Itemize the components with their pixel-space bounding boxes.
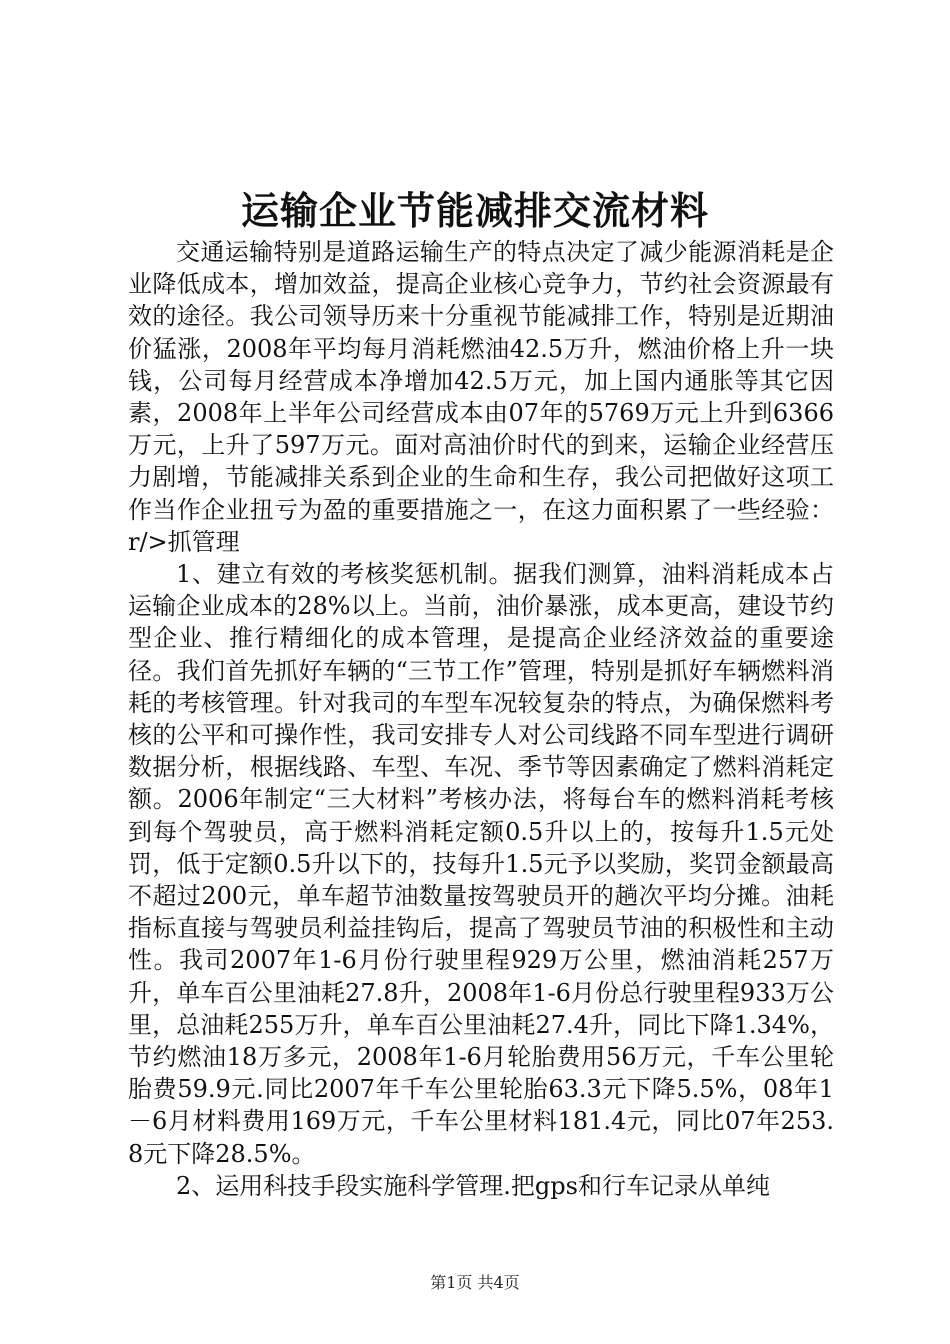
document-title: 运输企业节能减排交流材料 <box>240 188 709 233</box>
paragraph-item-1: 1、建立有效的考核奖惩机制。据我们测算，油料消耗成本占运输企业成本的28%以上。当前，油价暴涨，成本更高，建设节约型企业、推行精细化的成本管理，是提高企业经济效益的重要途径。我们首先抓好车辆的“三节工作”管理，特别是抓好车辆燃料消耗的考核管理。针对我司的车型车况较复杂的特点，为确保燃料考核的公平和可操作性，我司安排专人对公司线路不同车型进行调研数据分析，根据线路、车型、车况、季节等因素确定了燃料消耗定额。2006年制定“三大材料”考核办法，将每台车的燃料消耗考核到每个驾驶员，高于燃料消耗定额0.5升以上的，按每升1.5元处罚，低于定额0.5升以下的，技每升1.5元予以奖励，奖罚金额最高不超过200元，单车超节油数量按驾驶员开的趟次平均分摊。油耗指标直接与驾驶员利益挂钩后，提高了驾驶员节油的积极性和主动性。我司2007年1-6月份行驶里程929万公里，燃油消耗257万升，单车百公里油耗27.8升，2008年1-6月份总行驶里程933万公里，总油耗255万升，单车百公里油耗27.4升，同比下降1.34%，节约燃油18万多元，2008年1-6月轮胎费用56万元，千车公里轮胎费59.9元.同比2007年千车公里轮胎63.3元下降5.5%，08年1－6月材料费用169万元，千车公里材料181.4元，同比07年253.8元下降28.5%。 <box>128 560 834 1168</box>
document-body <box>128 236 834 1202</box>
page-number-footer: 第1页 共4页 <box>430 1273 520 1292</box>
paragraph-item-2: 2、运用科技手段实施科学管理.把gps和行车记录从单纯 <box>176 1171 770 1200</box>
paragraph-intro: 交通运输特别是道路运输生产的特点决定了减少能源消耗是企业降低成本，增加效益，提高企业核心竞争力，节约社会资源最有效的途径。我公司领导历来十分重视节能减排工作，特别是近期油价猛涨，2008年平均每月消耗燃油42.5万升，燃油价格上升一块钱，公司每月经营成本净增加42.5万元，加上国内通胀等其它因素，2008年上半年公司经营成本由07年的5769万元上升到6366万元，上升了597万元。面对高油价时代的到来，运输企业经营压力剧增，节能减排关系到企业的生命和生存，我公司把做好这项工作当作企业扭亏为盈的重要措施之一，在这力面积累了一些经验：r/>抓管理 <box>128 238 834 556</box>
